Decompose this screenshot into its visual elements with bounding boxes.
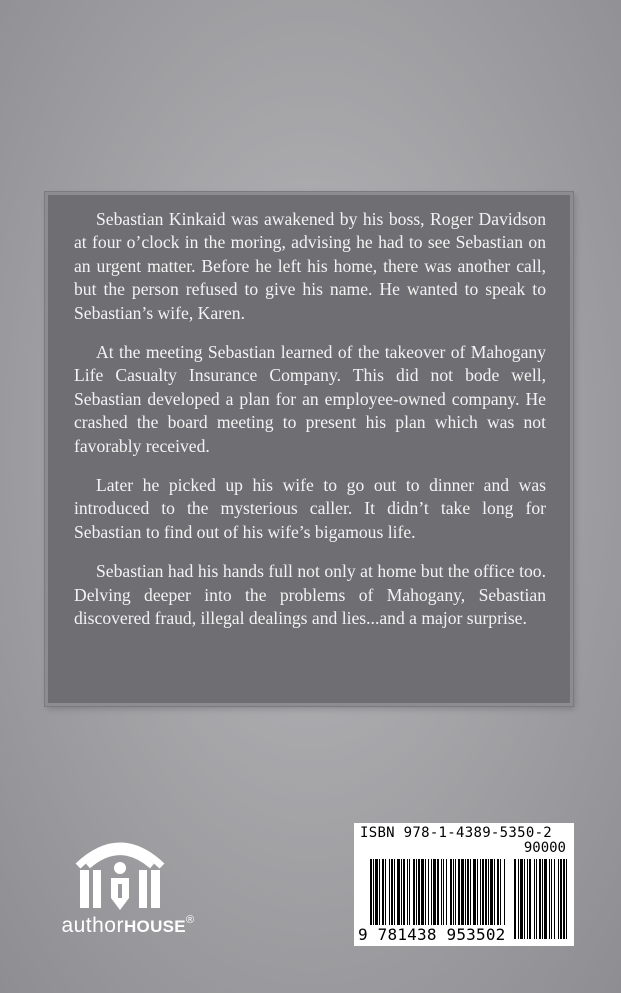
price-code: 90000	[523, 840, 566, 856]
publisher-name-part1: author	[61, 914, 124, 937]
blurb-paragraph-3: Later he picked up his wife to go out to dinner and was introduced to the mysterious caller. It didn’t take long for Sebastian to find out of his wife’s bigamous life.	[74, 475, 546, 542]
blurb-paragraph-1: Sebastian Kinkaid was awakened by his boss, Roger Davidson at four o’clock in the moring, advising he had to see Sebastian on an urgent matter. Before he left his home, there was another call, but the person refused to give his name. He wanted to speak to Sebastian’s wife, Karen.	[74, 209, 546, 323]
barcode-digits: 9 781438 953502	[358, 925, 506, 944]
blurb-paragraph-2: At the meeting Sebastian learned of the takeover of Mahogany Life Casualty Insurance Company. This did not bode well, Sebastian developed a plan for an employee-owned company. He crashed the board meeting to present his plan which was not favorably received.	[74, 342, 546, 456]
publisher-name-part2: HOUSE	[123, 917, 186, 936]
back-cover-blurb	[45, 192, 573, 706]
publisher-logo	[44, 826, 212, 946]
registered-mark: ®	[185, 914, 195, 926]
publisher-name	[44, 914, 212, 938]
authorhouse-logo-icon	[72, 832, 168, 912]
isbn-barcode	[354, 823, 574, 946]
isbn-label: ISBN 978-1-4389-5350-2	[360, 825, 553, 841]
blurb-paragraph-4: Sebastian had his hands full not only at home but the office too. Delving deeper into the problems of Mahogany, Sebastian discovered fraud, illegal dealings and lies...and a major surprise.	[74, 561, 546, 629]
